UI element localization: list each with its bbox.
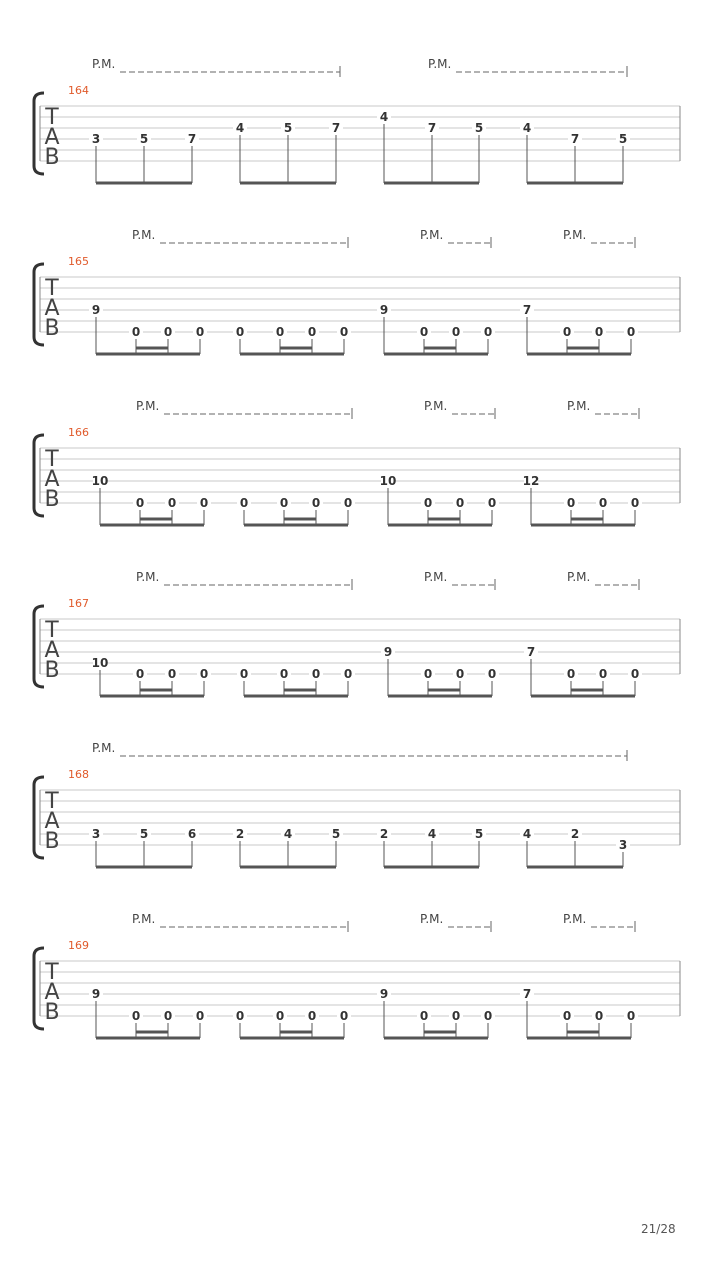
fret-number: 0 [199,496,209,510]
fret-number: 0 [566,667,576,681]
fret-number: 0 [135,667,145,681]
fret-number: 0 [626,325,636,339]
fret-number: 0 [163,325,173,339]
fret-number: 0 [423,667,433,681]
palm-mute-label: P.M. [132,228,156,242]
tab-system [34,228,680,354]
fret-number: 9 [379,987,389,1001]
tab-clef-letter: A [44,125,60,150]
palm-mute-marking [132,228,348,248]
tab-clef-letter: T [45,276,59,301]
beat-group [520,827,630,867]
palm-mute-marking [136,399,352,419]
palm-mute-label: P.M. [428,57,452,71]
fret-number: 7 [187,132,197,146]
system-bracket [34,264,44,345]
palm-mute-label: P.M. [92,741,116,755]
palm-mute-label: P.M. [567,570,591,584]
fret-number: 0 [235,1009,245,1023]
palm-mute-label: P.M. [92,57,116,71]
system-bracket [34,777,44,858]
palm-mute-marking [424,570,495,590]
beat-group [523,474,642,525]
fret-number: 0 [195,1009,205,1023]
fret-number: 0 [131,325,141,339]
tab-system [34,399,680,525]
fret-number: 9 [379,303,389,317]
palm-mute-label: P.M. [424,399,448,413]
fret-number: 0 [626,1009,636,1023]
tab-system [34,741,680,867]
beat-group [377,303,495,354]
fret-number: 0 [307,325,317,339]
tab-clef-letter: T [45,105,59,130]
fret-number: 6 [187,827,197,841]
measure-number: 169 [68,939,89,952]
beat-group [233,827,343,867]
fret-number: 0 [131,1009,141,1023]
system-bracket [34,93,44,174]
fret-number: 0 [343,496,353,510]
tab-clef-letter: B [44,487,60,512]
tab-clef-letter: B [44,316,60,341]
fret-number: 3 [91,132,101,146]
palm-mute-label: P.M. [424,570,448,584]
fret-number: 3 [618,838,628,852]
fret-number: 0 [339,325,349,339]
fret-number: 0 [630,496,640,510]
fret-number: 9 [383,645,393,659]
tab-clef-letter: T [45,960,59,985]
fret-number: 2 [379,827,389,841]
fret-number: 4 [235,121,245,135]
palm-mute-marking [92,57,340,77]
fret-number: 0 [343,667,353,681]
fret-number: 4 [379,110,389,124]
fret-number: 7 [331,121,341,135]
measure-number: 167 [68,597,89,610]
fret-number: 0 [239,496,249,510]
beat-group [377,827,486,867]
fret-number: 0 [423,496,433,510]
fret-number: 0 [167,667,177,681]
beat-group [233,121,343,183]
beat-group [237,496,355,525]
fret-number: 7 [427,121,437,135]
tab-clef-letter: T [45,447,59,472]
fret-number: 0 [339,1009,349,1023]
palm-mute-label: P.M. [420,912,444,926]
fret-number: 0 [451,1009,461,1023]
beat-group [520,303,638,354]
fret-number: 0 [487,496,497,510]
fret-number: 10 [379,474,397,488]
fret-number: 0 [195,325,205,339]
fret-number: 0 [562,1009,572,1023]
fret-number: 10 [91,656,109,670]
palm-mute-marking [428,57,627,77]
fret-number: 0 [451,325,461,339]
fret-number: 5 [139,132,149,146]
system-bracket [34,606,44,687]
palm-mute-label: P.M. [563,228,587,242]
fret-number: 0 [455,496,465,510]
tab-clef-letter: T [45,789,59,814]
fret-number: 5 [474,121,484,135]
fret-number: 0 [487,667,497,681]
measure-number: 168 [68,768,89,781]
tab-system [34,57,680,183]
palm-mute-marking [92,741,627,761]
beat-group [89,132,199,183]
page-number: 21/28 [641,1222,676,1236]
fret-number: 0 [167,496,177,510]
palm-mute-marking [567,399,639,419]
fret-number: 0 [135,496,145,510]
beat-group [237,667,355,696]
fret-number: 0 [594,325,604,339]
fret-number: 0 [199,667,209,681]
fret-number: 7 [522,303,532,317]
tab-clef-letter: A [44,809,60,834]
fret-number: 0 [598,496,608,510]
beat-group [92,474,211,525]
fret-number: 0 [598,667,608,681]
fret-number: 0 [275,1009,285,1023]
fret-number: 7 [522,987,532,1001]
fret-number: 5 [618,132,628,146]
tab-clef-letter: B [44,1000,60,1025]
palm-mute-marking [420,912,491,932]
fret-number: 5 [474,827,484,841]
fret-number: 9 [91,303,101,317]
fret-number: 0 [566,496,576,510]
fret-number: 0 [239,667,249,681]
fret-number: 0 [419,325,429,339]
fret-number: 4 [427,827,437,841]
fret-number: 0 [419,1009,429,1023]
measure-number: 164 [68,84,89,97]
palm-mute-marking [567,570,639,590]
palm-mute-marking [132,912,348,932]
beat-group [520,121,630,183]
tab-system [34,570,680,696]
fret-number: 0 [275,325,285,339]
fret-number: 0 [311,667,321,681]
palm-mute-marking [563,228,635,248]
fret-number: 4 [522,827,532,841]
palm-mute-label: P.M. [563,912,587,926]
palm-mute-label: P.M. [567,399,591,413]
tab-clef-letter: B [44,145,60,170]
fret-number: 0 [562,325,572,339]
fret-number: 4 [283,827,293,841]
fret-number: 0 [483,325,493,339]
beat-group [89,987,207,1038]
fret-number: 0 [483,1009,493,1023]
fret-number: 0 [307,1009,317,1023]
fret-number: 0 [163,1009,173,1023]
tab-system [34,912,680,1038]
beat-group [377,110,486,183]
beat-group [89,303,207,354]
measure-number: 166 [68,426,89,439]
fret-number: 7 [570,132,580,146]
measure-number: 165 [68,255,89,268]
fret-number: 12 [522,474,540,488]
fret-number: 0 [279,667,289,681]
fret-number: 5 [331,827,341,841]
palm-mute-marking [563,912,635,932]
fret-number: 5 [283,121,293,135]
beat-group [233,325,351,354]
system-bracket [34,435,44,516]
fret-number: 0 [279,496,289,510]
fret-number: 0 [455,667,465,681]
palm-mute-label: P.M. [420,228,444,242]
palm-mute-label: P.M. [136,399,160,413]
fret-number: 2 [570,827,580,841]
fret-number: 4 [522,121,532,135]
beat-group [89,827,199,867]
beat-group [377,987,495,1038]
tab-clef-letter: A [44,467,60,492]
beat-group [381,645,499,696]
tab-clef-letter: A [44,980,60,1005]
fret-number: 10 [91,474,109,488]
beat-group [380,474,499,525]
fret-number: 9 [91,987,101,1001]
fret-number: 2 [235,827,245,841]
system-bracket [34,948,44,1029]
tab-clef-letter: B [44,658,60,683]
tab-clef-letter: B [44,829,60,854]
palm-mute-label: P.M. [136,570,160,584]
tab-clef-letter: T [45,618,59,643]
fret-number: 0 [630,667,640,681]
fret-number: 7 [526,645,536,659]
fret-number: 0 [235,325,245,339]
palm-mute-marking [420,228,491,248]
fret-number: 3 [91,827,101,841]
tab-clef-letter: A [44,638,60,663]
beat-group [520,987,638,1038]
tab-clef-letter: A [44,296,60,321]
palm-mute-marking [424,399,495,419]
beat-group [92,656,211,696]
fret-number: 0 [594,1009,604,1023]
fret-number: 0 [311,496,321,510]
palm-mute-label: P.M. [132,912,156,926]
beat-group [524,645,642,696]
fret-number: 5 [139,827,149,841]
palm-mute-marking [136,570,352,590]
beat-group [233,1009,351,1038]
